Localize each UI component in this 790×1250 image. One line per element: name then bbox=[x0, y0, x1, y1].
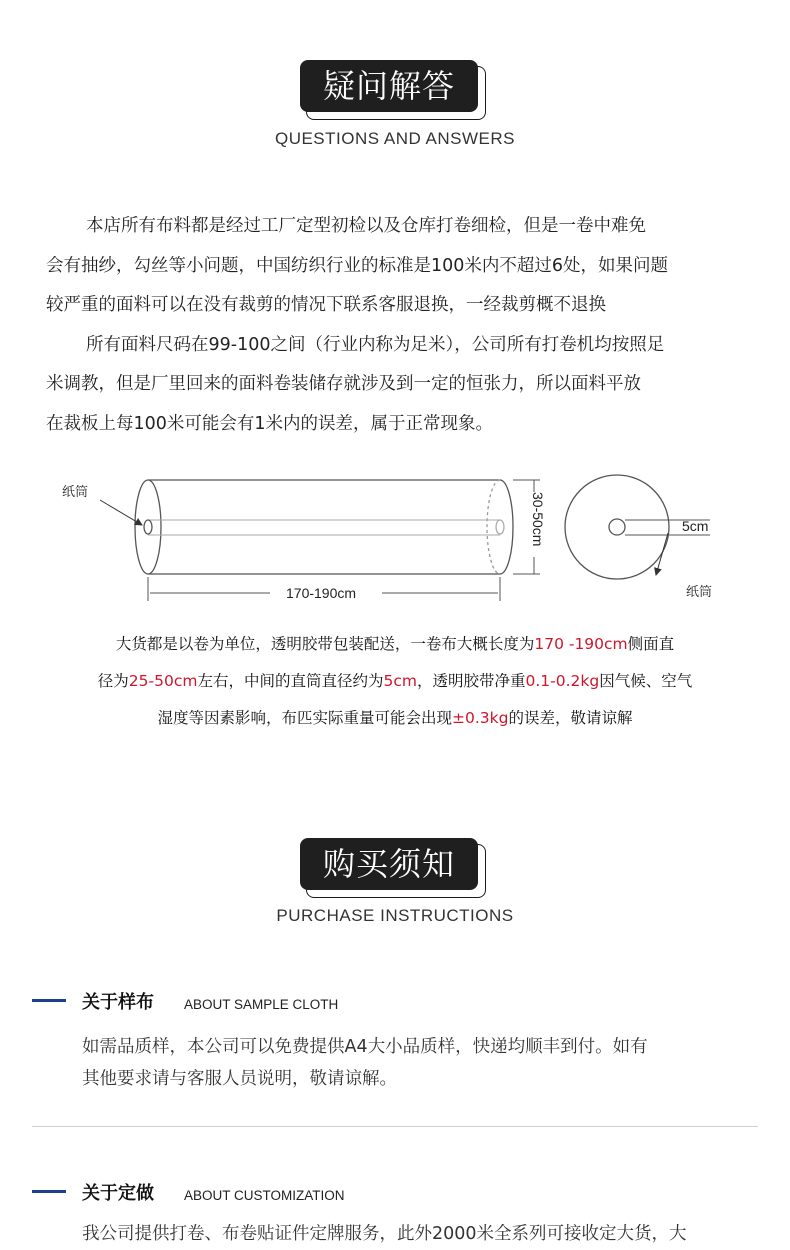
roll-note-line-1 bbox=[40, 626, 750, 663]
note-text: 侧面直 bbox=[627, 635, 675, 653]
customization-body bbox=[82, 1218, 762, 1244]
note-text: 左右，中间的直筒直径约为 bbox=[197, 672, 384, 690]
sample-cloth-title-en: ABOUT SAMPLE CLOTH bbox=[184, 997, 339, 1012]
note-text: 湿度等因素影响，布匹实际重量可能会出现 bbox=[157, 709, 453, 727]
note-text: 的误差，敬请谅解 bbox=[508, 709, 633, 727]
qa-title: 疑问解答 bbox=[300, 60, 478, 112]
qa-p2-line-3: 在裁板上每100米可能会有1米内的误差，属于正常现象。 bbox=[46, 413, 494, 434]
note-text: 径为 bbox=[97, 672, 129, 690]
qa-p1-line-3: 较严重的面料可以在没有裁剪的情况下联系客服退换，一经裁剪概不退换 bbox=[46, 295, 606, 315]
sample-cloth-title: 关于样布 bbox=[82, 992, 154, 1013]
section-accent-bar bbox=[32, 1190, 66, 1193]
qa-subtitle: QUESTIONS AND ANSWERS bbox=[274, 129, 516, 148]
purchase-title-badge bbox=[0, 838, 790, 898]
sample-cloth-line-1: 如需品质样，本公司可以免费提供A4大小品质样，快递均顺丰到付。如有 bbox=[82, 1037, 648, 1057]
qa-p1-line-1: 本店所有布料都是经过工厂定型初检以及仓库打卷细检，但是一卷中难免 bbox=[86, 216, 646, 236]
note-text: 因气候、空气 bbox=[599, 672, 693, 690]
fabric-roll-diagram bbox=[0, 465, 790, 615]
note-highlight: 170 -190cm bbox=[534, 635, 628, 653]
note-highlight: 25-50cm bbox=[128, 672, 198, 690]
diameter-label: 30-50cm bbox=[530, 492, 546, 547]
core-diameter-label: 5cm bbox=[682, 518, 709, 534]
length-label: 170-190cm bbox=[286, 585, 357, 601]
qa-p1-line-2: 会有抽纱，勾丝等小问题，中国纺织行业的标准是100米内不超过6处，如果问题 bbox=[46, 255, 669, 276]
note-highlight: 0.1-0.2kg bbox=[525, 672, 600, 690]
sample-cloth-body bbox=[82, 1031, 762, 1095]
roll-note-line-3 bbox=[40, 700, 750, 737]
tube-label-right: 纸筒 bbox=[686, 585, 713, 600]
note-text: ，透明胶带净重 bbox=[416, 672, 526, 690]
purchase-title: 购买须知 bbox=[300, 838, 478, 890]
note-highlight: 5cm bbox=[383, 672, 417, 690]
roll-note bbox=[40, 626, 750, 737]
sample-cloth-line-2: 其他要求请与客服人员说明，敬请谅解。 bbox=[82, 1069, 397, 1089]
customization-title-en: ABOUT CUSTOMIZATION bbox=[184, 1188, 345, 1203]
purchase-subtitle: PURCHASE INSTRUCTIONS bbox=[276, 906, 514, 925]
note-highlight: ±0.3kg bbox=[452, 709, 509, 727]
tube-label-left: 纸筒 bbox=[62, 485, 89, 500]
roll-cylinder bbox=[135, 480, 513, 574]
roll-note-line-2 bbox=[40, 663, 750, 700]
section-accent-bar bbox=[32, 999, 66, 1002]
customization-title: 关于定做 bbox=[82, 1183, 154, 1204]
section-divider bbox=[32, 1126, 758, 1127]
customization-line-1: 我公司提供打卷、布卷贴证件定牌服务，此外2000米全系列可接收定大货，大 bbox=[82, 1224, 687, 1244]
note-text: 大货都是以卷为单位，透明胶带包装配送，一卷布大概长度为 bbox=[115, 635, 535, 653]
qa-paragraph-1 bbox=[46, 207, 746, 444]
qa-p2-line-2: 米调教，但是厂里回来的面料卷装储存就涉及到一定的恒张力，所以面料平放 bbox=[46, 374, 641, 394]
qa-p2-line-1: 所有面料尺码在99-100之间（行业内称为足米），公司所有打卷机均按照足 bbox=[86, 334, 665, 355]
qa-title-badge bbox=[0, 60, 790, 120]
